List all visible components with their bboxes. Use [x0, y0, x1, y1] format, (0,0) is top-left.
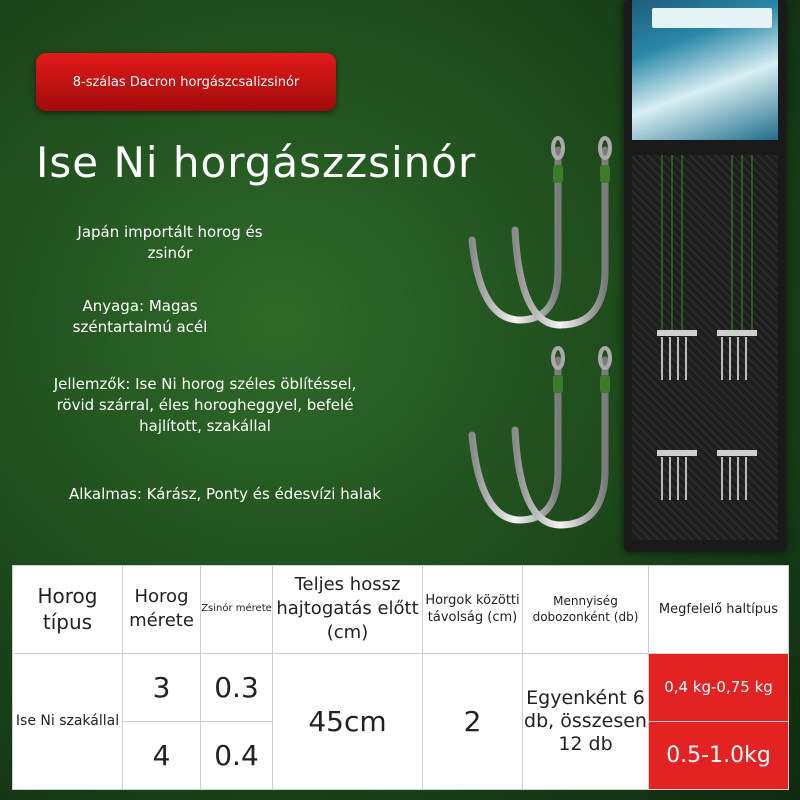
hook-spacing-value: 2	[423, 653, 523, 789]
hooks-illustration	[440, 120, 640, 540]
line-size-cell: 0.4	[201, 721, 273, 789]
feature-characteristics: Jellemzők: Ise Ni horog széles öblítéssel, rövid szárral, éles horogheggyel, befelé hajlított, szakállal	[53, 375, 357, 435]
fish-type-cell: 0,4 kg-0,75 kg	[649, 653, 789, 721]
total-length-value: 45cm	[273, 653, 423, 789]
hook-type-value: Ise Ni szakállal	[13, 653, 123, 789]
spec-table	[12, 565, 789, 790]
header-quantity: Mennyiség dobozonként (db)	[523, 566, 649, 654]
page-title: Ise Ni horgászzsinór	[36, 138, 477, 187]
feature-material: Anyaga: Magas széntartalmú acél	[72, 297, 208, 336]
header-total-length: Teljes hossz hajtogatás előtt (cm)	[273, 566, 423, 654]
banner-text: 8-szálas Dacron horgászcsalizsinór	[72, 74, 300, 90]
hook-size-cell: 4	[123, 721, 201, 789]
line-size-cell: 0.3	[201, 653, 273, 721]
promo-banner	[36, 53, 336, 111]
box-label	[652, 8, 772, 28]
header-hook-size: Horog mérete	[123, 566, 201, 654]
hook-size-cell: 3	[123, 653, 201, 721]
feature-origin: Japán importált horog és zsinór	[77, 223, 263, 262]
product-box	[624, 0, 786, 552]
header-line-size: Zsinór mérete	[201, 566, 273, 654]
hook-icon	[472, 150, 605, 525]
feature-suitable: Alkalmas: Kárász, Ponty és édesvízi halak	[69, 485, 381, 503]
quantity-value: Egyenként 6 db, összesen 12 db	[523, 653, 649, 789]
header-hook-spacing: Horgok közötti távolság (cm)	[423, 566, 523, 654]
snelled-hooks-icon	[632, 155, 778, 540]
fish-type-cell: 0.5-1.0kg	[649, 721, 789, 789]
hook-tray	[632, 155, 778, 540]
header-hook-type: Horog típus	[13, 566, 123, 654]
header-fish-type: Megfelelő haltípus	[649, 566, 789, 654]
box-cover-art	[632, 0, 778, 140]
